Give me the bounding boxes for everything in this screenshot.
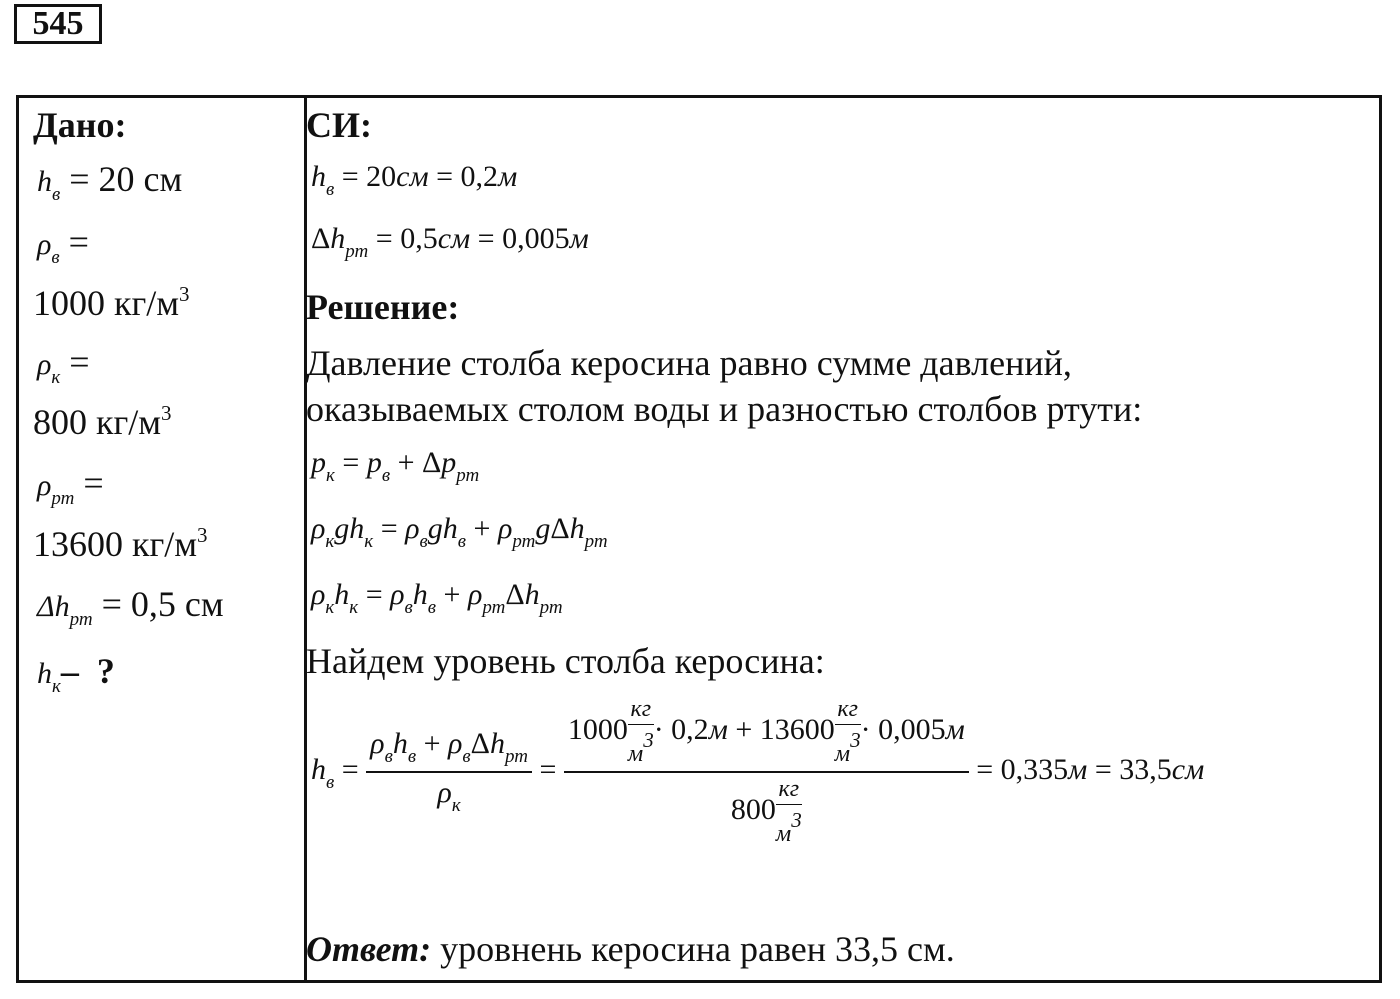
si-line: $h_в = 20см = 0,2м$ bbox=[311, 160, 518, 200]
given-line: $\rho_{рт}$ = bbox=[37, 463, 104, 509]
given-line: $h_к-$ ? bbox=[37, 651, 115, 697]
given-title: Дано: bbox=[33, 105, 127, 145]
si-line: $\Delta h_{рт} = 0,5см = 0,005м$ bbox=[311, 222, 589, 262]
solution-intro-line2: оказываемых столом воды и разностью столбов ртути: bbox=[306, 389, 1143, 429]
answer-label: Ответ: bbox=[306, 929, 432, 969]
equation: $\rho_кh_к = \rho_вh_в + \rho_{рт}\Delta h_{рт}$ bbox=[311, 578, 563, 618]
given-line: 1000 $кг/м^3$ bbox=[33, 282, 190, 323]
final-formula: $h_в$ = $\frac{\rho_вh_в + \rho_в\Delta h_{рт}}{\rho_к}$ = 1000 $\frac{кг}{м^3}$ · 0,2м + 13600 $\frac{кг}{м^3}$ · 0,005м 800 $\frac{кг}{м^3}$ = 0,335м = 33,5см bbox=[311, 696, 1205, 847]
given-line: 13600 $кг/м^3$ bbox=[33, 523, 208, 564]
given-line: $\Delta h_{рт} = 0,5$ см bbox=[37, 584, 224, 630]
given-line: $h_в = 20$ см bbox=[37, 159, 183, 205]
solution-intro-line1: Давление столба керосина равно сумме давлений, bbox=[306, 343, 1072, 383]
equation: $p_к = p_в + \Delta p_{рт}$ bbox=[311, 446, 480, 486]
answer-text: уровнень керосина равен 33,5 см. bbox=[440, 929, 955, 969]
given-line: $\rho_в$ = bbox=[37, 222, 89, 268]
given-line: $\rho_к$ = bbox=[37, 342, 90, 388]
given-line: 800 $кг/м^3$ bbox=[33, 401, 172, 442]
solution-table bbox=[16, 95, 1382, 983]
column-divider bbox=[304, 98, 307, 980]
equation: $\rho_кgh_к = \rho_вgh_в + \rho_{рт}g\Delta h_{рт}$ bbox=[311, 512, 608, 552]
answer bbox=[306, 928, 955, 970]
solution-title: Решение: bbox=[306, 287, 460, 327]
si-title: СИ: bbox=[306, 105, 372, 145]
find-text: Найдем уровень столба керосина: bbox=[306, 641, 825, 681]
problem-number: 545 bbox=[14, 4, 102, 44]
